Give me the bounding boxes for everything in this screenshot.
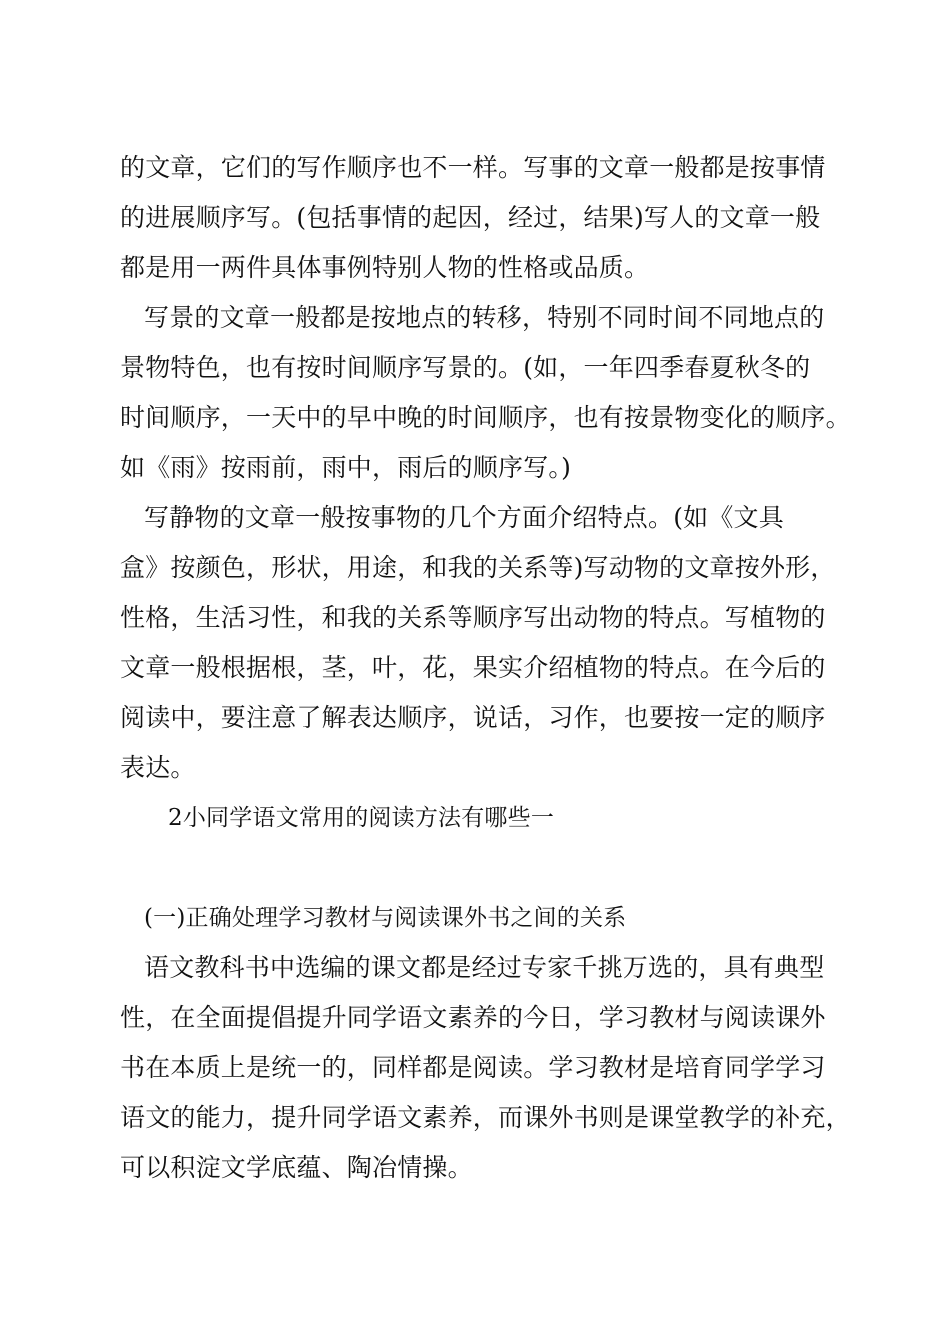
paragraph-line: 书在本质上是统一的，同样都是阅读。学习教材是培育同学学习 bbox=[120, 1053, 826, 1082]
paragraph-line: 可以积淀文学底蕴、陶冶情操。 bbox=[120, 1153, 473, 1182]
paragraph-line: 写景的文章一般都是按地点的转移，特别不同时间不同地点的 bbox=[144, 303, 825, 332]
paragraph-line: 的进展顺序写。(包括事情的起因，经过，结果)写人的文章一般 bbox=[120, 203, 821, 232]
paragraph-line: 景物特色，也有按时间顺序写景的。(如，一年四季春夏秋冬的 bbox=[120, 353, 811, 382]
paragraph-line: 盒》按颜色，形状，用途，和我的关系等)写动物的文章按外形， bbox=[120, 553, 836, 582]
subsection-heading: (一)正确处理学习教材与阅读课外书之间的关系 bbox=[144, 905, 627, 931]
paragraph-line: 语文的能力，提升同学语文素养，而课外书则是课堂教学的补充， bbox=[120, 1103, 851, 1132]
paragraph-line: 语文教科书中选编的课文都是经过专家千挑万选的，具有典型 bbox=[144, 953, 825, 982]
paragraph-line: 阅读中，要注意了解表达顺序，说话，习作，也要按一定的顺序 bbox=[120, 703, 826, 732]
paragraph-line: 写静物的文章一般按事物的几个方面介绍特点。(如《文具 bbox=[144, 503, 784, 532]
paragraph-line: 都是用一两件具体事例特别人物的性格或品质。 bbox=[120, 253, 650, 282]
paragraph-line: 文章一般根据根，茎，叶，花，果实介绍植物的特点。在今后的 bbox=[120, 653, 826, 682]
paragraph-line: 时间顺序，一天中的早中晚的时间顺序，也有按景物变化的顺序。 bbox=[120, 403, 851, 432]
paragraph-line: 性格，生活习性，和我的关系等顺序写出动物的特点。写植物的 bbox=[120, 603, 826, 632]
paragraph-line: 性，在全面提倡提升同学语文素养的今日，学习教材与阅读课外 bbox=[120, 1003, 826, 1032]
section-heading: 2小同学语文常用的阅读方法有哪些一 bbox=[168, 805, 555, 831]
paragraph-line: 如《雨》按雨前，雨中，雨后的顺序写。) bbox=[120, 453, 572, 482]
paragraph-line: 的文章，它们的写作顺序也不一样。写事的文章一般都是按事情 bbox=[120, 153, 826, 182]
paragraph-line: 表达。 bbox=[120, 753, 196, 782]
